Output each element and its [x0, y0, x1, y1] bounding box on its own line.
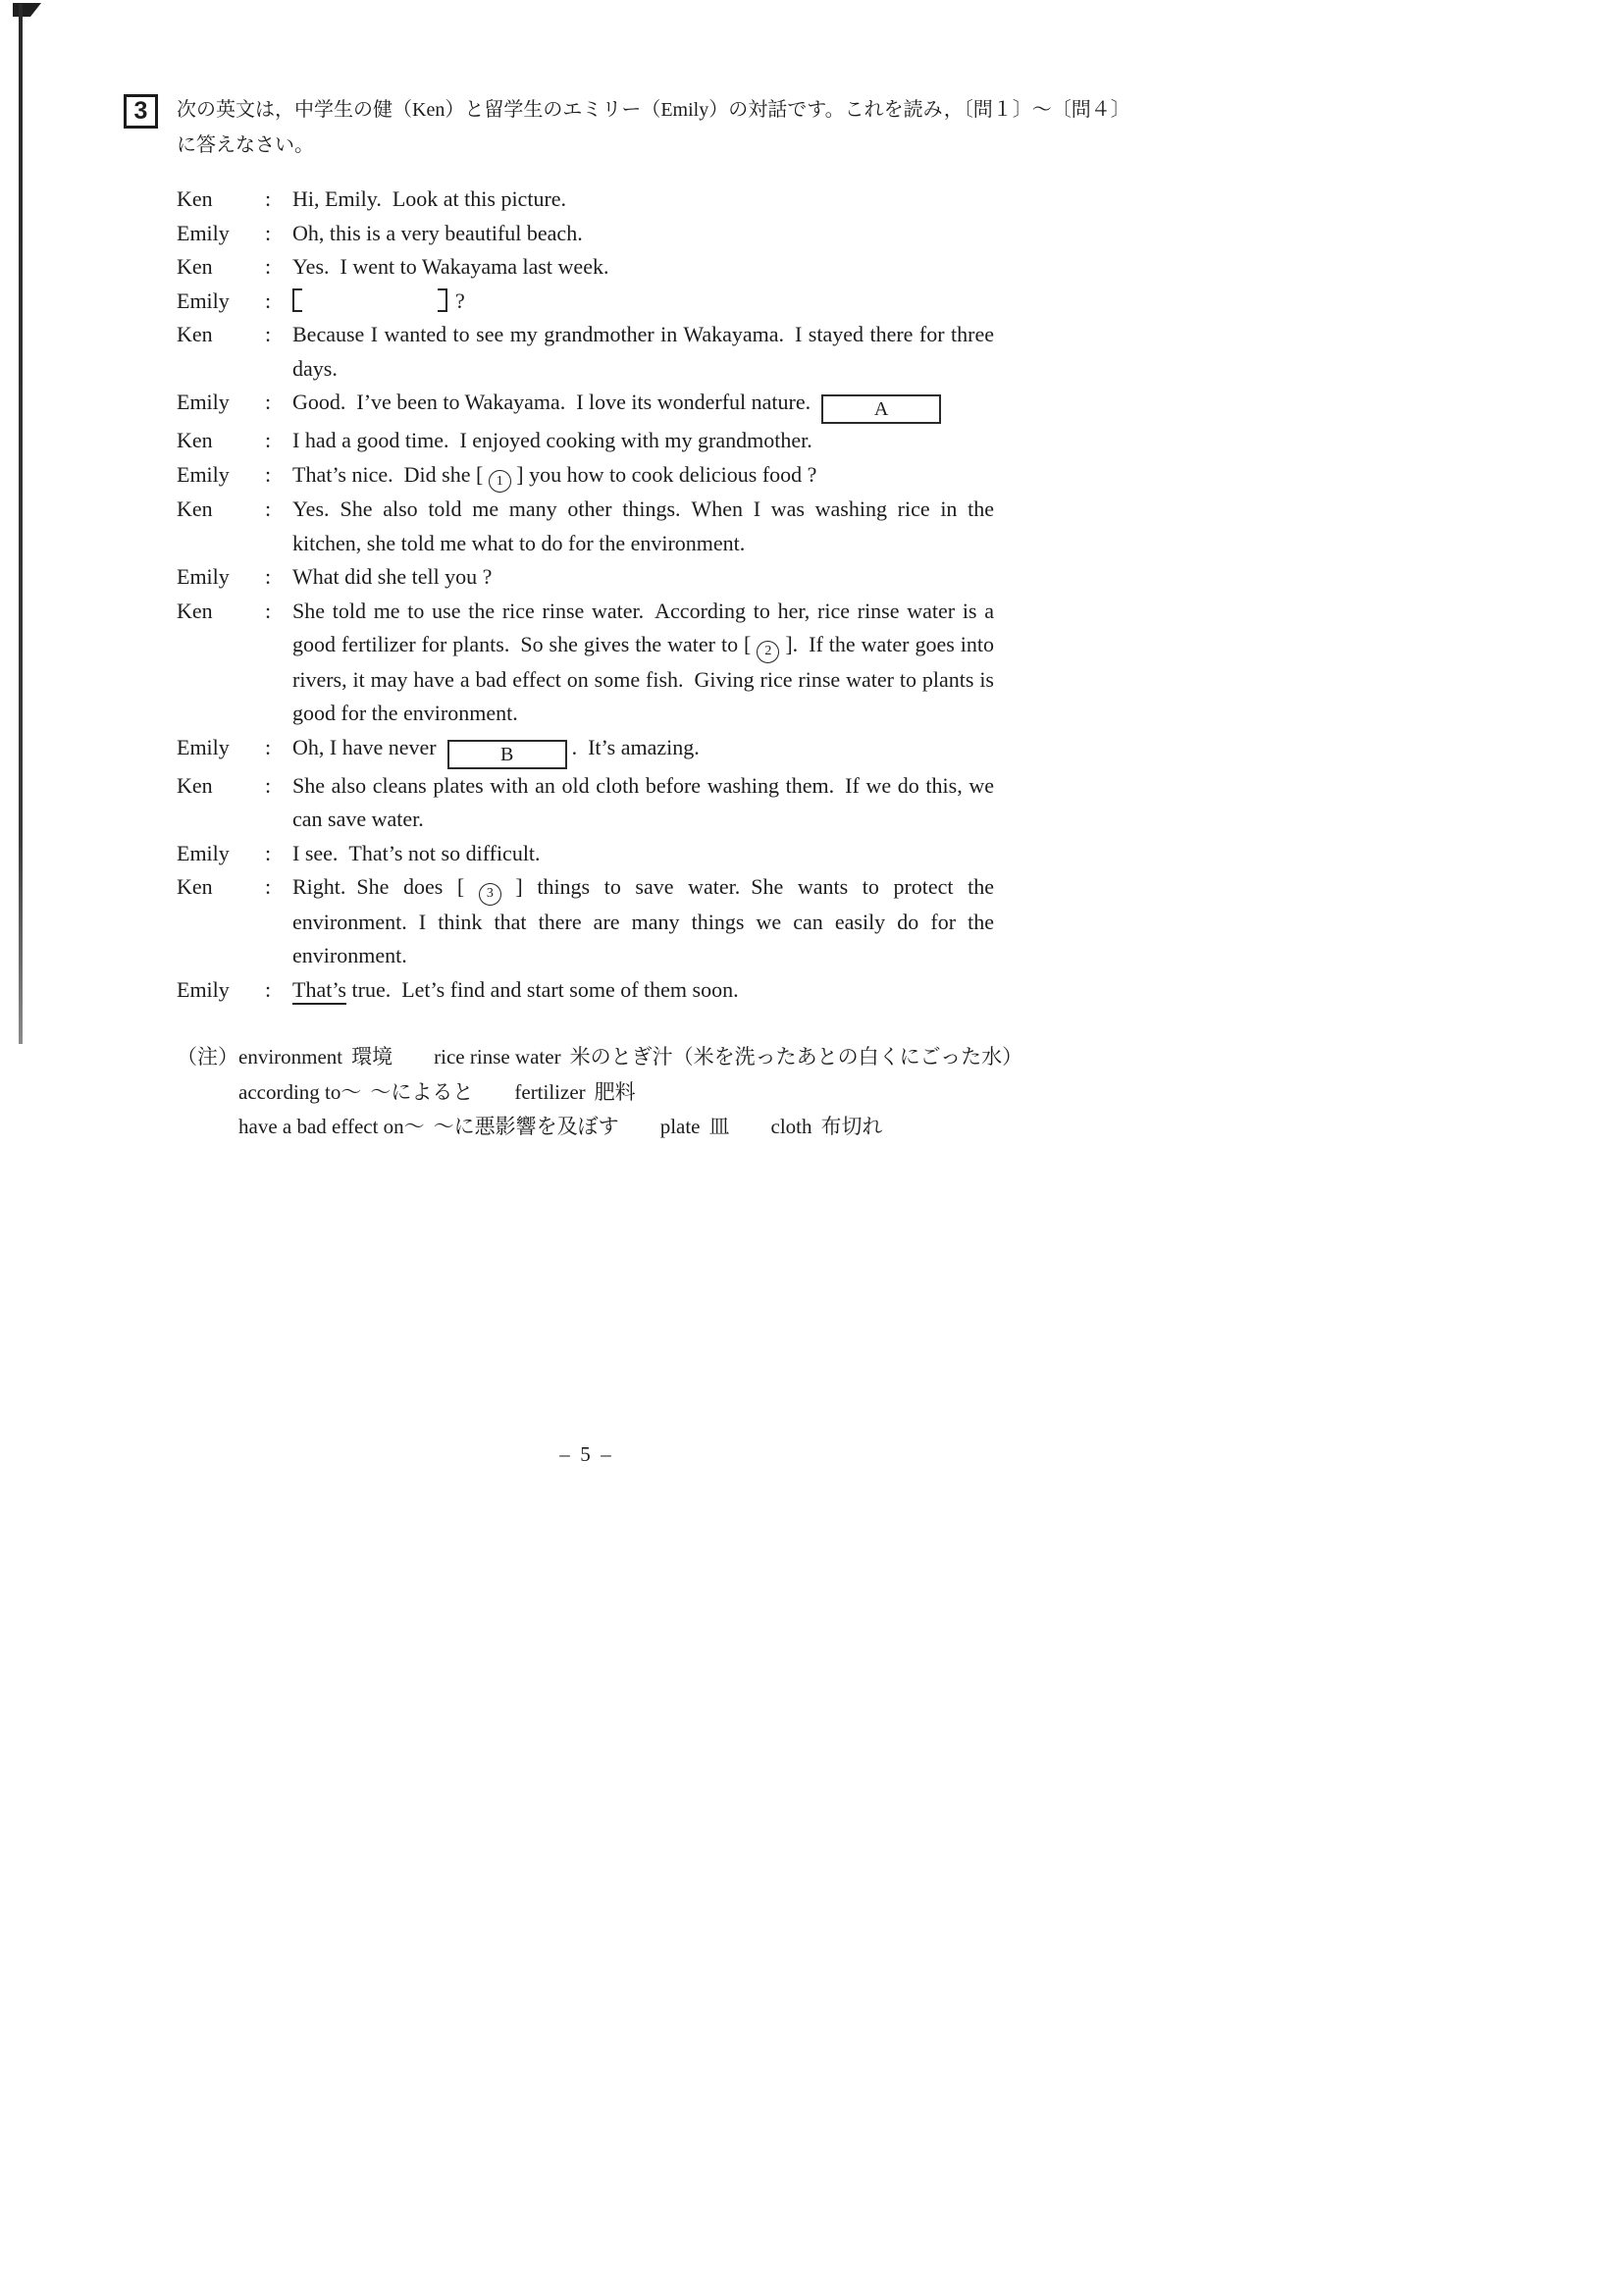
section-instructions: [177, 92, 1130, 163]
speaker-colon: :: [265, 734, 272, 759]
dialogue-turn: [177, 560, 994, 595]
speech-text: She also cleans plates with an old cloth before washing them. If we do this, we can save water.: [292, 772, 994, 831]
answer-box-A: A: [821, 394, 941, 424]
note-item: [660, 1115, 730, 1138]
note-line: [238, 1075, 1064, 1111]
dialogue-turn: [177, 318, 994, 386]
dialogue-turn: [177, 837, 994, 871]
note-definition: 布切れ: [820, 1115, 883, 1138]
speaker-colon: :: [265, 976, 272, 1002]
notes-section: [177, 1040, 1023, 1145]
speech-text: Hi, Emily. Look at this picture.: [292, 186, 567, 211]
speaker-colon: :: [265, 772, 272, 798]
speaker-name: Ken: [177, 322, 213, 346]
dialogue-turn: [177, 870, 994, 973]
page-number: – 5 –: [559, 1442, 611, 1466]
speech-text: Right. She does [ 3 ] things to save water. She wants to protect the environment. I think that there are many things we can easily do for the environment.: [292, 874, 994, 967]
note-item: [771, 1115, 883, 1138]
underlined-text: That’s: [292, 977, 346, 1005]
speaker-colon: :: [265, 322, 272, 346]
page-content: [133, 92, 1130, 1145]
scan-artifact-left-line: [19, 4, 23, 1044]
note-term: plate: [659, 1115, 701, 1138]
note-term: rice rinse water: [434, 1045, 561, 1069]
speech-text: Oh, this is a very beautiful beach.: [292, 220, 583, 245]
circled-number-3: 3: [479, 883, 501, 906]
note-term: environment: [238, 1045, 343, 1069]
speaker-colon: :: [265, 461, 272, 487]
speaker-colon: :: [265, 428, 272, 452]
speaker-name: Ken: [177, 428, 213, 452]
dialogue-turn: [177, 769, 994, 837]
dialogue-turn: [177, 386, 994, 424]
speaker-name: Ken: [177, 874, 213, 899]
speaker-name: Emily: [177, 564, 230, 589]
note-definition: 米のとぎ汁（米を洗ったあとの白くにごった水）: [569, 1045, 1023, 1069]
dialogue-turn: [177, 424, 994, 458]
scan-artifact-corner: [13, 3, 41, 17]
speech-text: That’s true. Let’s find and start some of them soon.: [292, 973, 994, 1008]
answer-blank-bracket: [292, 288, 447, 312]
note-term: fertilizer: [514, 1079, 586, 1104]
speech-text: I had a good time. I enjoyed cooking with my grandmother.: [292, 428, 812, 452]
note-item: [238, 1045, 393, 1069]
dialogue-turn: [177, 285, 994, 319]
dialogue-turn: [177, 973, 994, 1008]
speaker-name: Emily: [177, 976, 230, 1002]
note-line: [238, 1040, 1064, 1075]
speaker-colon: :: [265, 186, 272, 211]
speaker-colon: :: [265, 254, 272, 279]
note-term: have a bad effect on～: [238, 1115, 425, 1138]
notes-label: （注）: [177, 1045, 238, 1069]
speech-text: ?: [292, 285, 994, 319]
speech-text: Oh, I have never B . It’s amazing.: [292, 731, 994, 769]
speaker-name: Emily: [177, 287, 230, 313]
speaker-name: Ken: [177, 186, 213, 211]
speech-text: I see. That’s not so difficult.: [292, 840, 541, 865]
speech-text: Yes. She also told me many other things. When I was washing rice in the kitchen, she told me what to do for the environment.: [292, 496, 994, 555]
speaker-colon: :: [265, 564, 272, 589]
speaker-colon: :: [265, 496, 272, 521]
speech-text: That’s nice. Did she [ 1 ] you how to cook delicious food ?: [292, 458, 994, 494]
speaker-name: Ken: [177, 598, 213, 623]
section-number-box: 3: [124, 94, 158, 129]
speaker-colon: :: [265, 874, 272, 899]
speaker-name: Ken: [177, 772, 213, 798]
speaker-colon: :: [265, 220, 272, 245]
circled-number-1: 1: [489, 470, 511, 493]
note-term: cloth: [770, 1115, 812, 1138]
speaker-name: Emily: [177, 840, 230, 865]
speaker-name: Ken: [177, 254, 213, 279]
note-term: according to～: [238, 1079, 362, 1104]
circled-number-2: 2: [757, 641, 779, 663]
speaker-name: Emily: [177, 461, 230, 487]
note-line: [238, 1110, 1064, 1145]
notes-lines: [238, 1040, 1064, 1145]
note-item: [514, 1080, 635, 1104]
note-definition: ～に悪影響を及ぼす: [433, 1115, 619, 1138]
speech-text: Good. I’ve been to Wakayama. I love its wonderful nature. A: [292, 386, 994, 424]
speaker-name: Emily: [177, 390, 230, 414]
instructions-line-1: 次の英文は，中学生の健（Ken）と留学生のエミリー（Emily）の対話です。これを読み，〔問１〕～〔問４〕: [177, 99, 1130, 121]
note-definition: 肥料: [594, 1079, 636, 1104]
speech-text: Because I wanted to see my grandmother in Wakayama. I stayed there for three days.: [292, 322, 994, 381]
dialogue-turn: [177, 183, 994, 217]
dialogue-turn: [177, 731, 994, 769]
dialogue-turn: [177, 217, 994, 251]
speech-text: What did she tell you ?: [292, 564, 493, 589]
note-item: [238, 1080, 473, 1104]
dialogue-turn: [177, 458, 994, 494]
answer-box-B: B: [447, 740, 567, 769]
dialogue: [177, 183, 994, 1007]
instructions-line-2: に答えなさい。: [177, 134, 314, 156]
speech-text: She told me to use the rice rinse water. According to her, rice rinse water is a good fertilizer for plants. So she gives the water to [ 2 ]. If the water goes into rivers, it may have a bad effect on some fish. Giving rice rinse water to plants is good for the environment.: [292, 598, 994, 725]
speaker-colon: :: [265, 598, 272, 623]
speaker-colon: :: [265, 287, 272, 313]
note-definition: ～によると: [370, 1079, 474, 1104]
section-header: [133, 92, 1130, 163]
dialogue-turn: [177, 250, 994, 285]
dialogue-turn: [177, 595, 994, 731]
speaker-colon: :: [265, 840, 272, 865]
dialogue-turn: [177, 493, 994, 560]
speech-text: Yes. I went to Wakayama last week.: [292, 254, 609, 279]
note-definition: 皿: [708, 1115, 730, 1138]
speaker-name: Ken: [177, 496, 213, 521]
note-item: [434, 1045, 1022, 1069]
note-item: [238, 1115, 619, 1138]
speaker-name: Emily: [177, 220, 230, 245]
speaker-name: Emily: [177, 734, 230, 759]
note-definition: 環境: [351, 1045, 393, 1069]
speaker-colon: :: [265, 390, 272, 414]
